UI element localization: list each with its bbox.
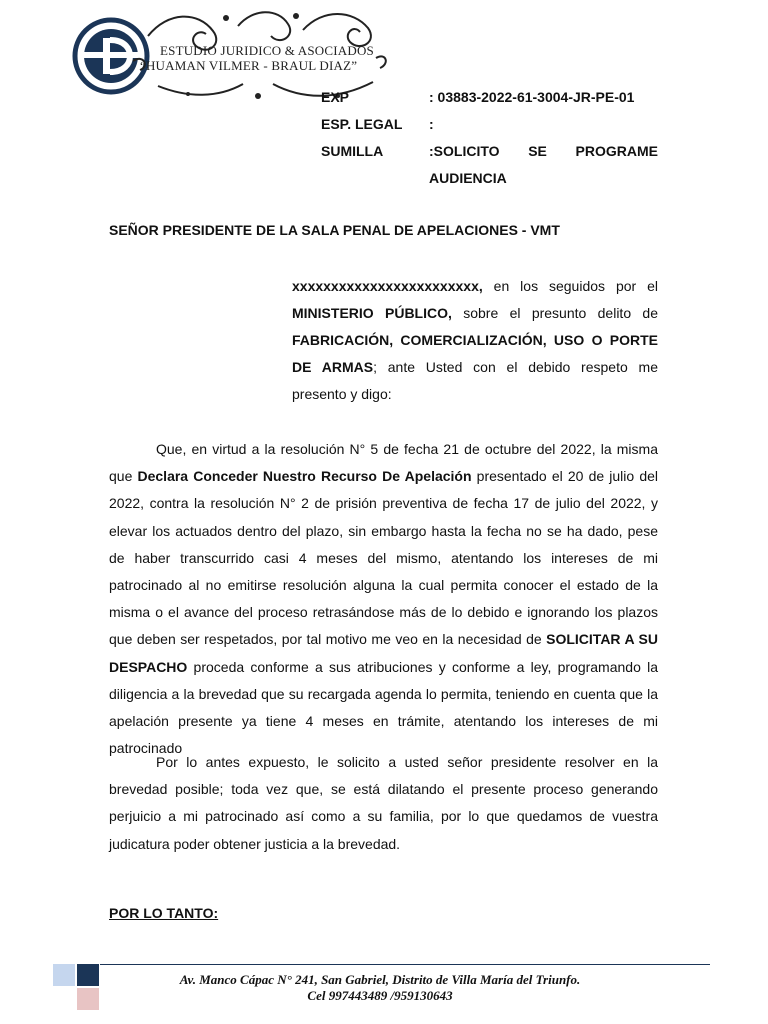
case-legal-row bbox=[321, 113, 658, 140]
exp-value: : 03883-2022-61-3004-JR-PE-01 bbox=[429, 89, 635, 105]
ministerio-publico: MINISTERIO PÚBLICO, bbox=[292, 305, 452, 321]
case-exp-row bbox=[321, 86, 658, 113]
p1-text-c: proceda conforme a sus atribuciones y conforme a ley, programando la diligencia a la brevedad que su recargada agenda lo permita, teniendo en cuenta que la apelación presente ya tiene 4 meses en trámite, atentando los intereses de mi patrocinado bbox=[109, 658, 658, 757]
p1-text-a: Que, en virtud a la resolución N° 5 de fecha 21 de octubre del 2022, la misma que bbox=[109, 441, 658, 485]
footer-divider bbox=[100, 964, 710, 965]
intro-text-1: en los seguidos por el bbox=[482, 278, 658, 294]
offense-name: FABRICACIÓN, COMERCIALIZACIÓN, USO O PORTE DE ARMAS bbox=[292, 332, 658, 375]
body-paragraph-2 bbox=[109, 749, 658, 858]
sumilla-continuation: AUDIENCIA bbox=[429, 170, 507, 186]
footer-square-light-blue bbox=[53, 964, 75, 986]
sumilla-value: :SOLICITO SE PROGRAME bbox=[429, 143, 658, 159]
sumilla-label: SUMILLA bbox=[321, 143, 384, 159]
p1-text-b: presentado el 20 de julio del 2022, contra la resolución N° 2 de prisión preventiva de fecha 17 de julio del 2022, y elevar los actuados dentro del plazo, sin embargo hasta la fecha no se ha dado, pese de haber transcurrido casi 4 meses del mismo, atentando los intereses de mi patrocinado al no emitirse resolución alguna la cual permita conocer el estado de la misma o el avance del proceso retrasándose más de lo debido e ignorando los plazos que deben ser respetados, por tal motivo me veo en la necesidad de bbox=[109, 468, 659, 648]
p2-text: Por lo antes expuesto, le solicito a usted señor presidente resolver en la brevedad posible; toda vez que, se está dilatando el presente proceso generando perjuicio a mi patrocinado así como a su familia, por lo que quedamos de vuestra judicatura poder obtener justicia a la brevedad. bbox=[109, 754, 658, 852]
intro-text-2: sobre el presunto delito de bbox=[451, 305, 659, 321]
closing-heading: POR LO TANTO: bbox=[109, 905, 219, 921]
footer-address: Av. Manco Cápac N° 241, San Gabriel, Distrito de Villa María del Triunfo. bbox=[179, 972, 581, 987]
footer-square-dark-blue bbox=[77, 964, 99, 986]
p1-bold-appeal: Declara Conceder Nuestro Recurso De Apelación bbox=[137, 468, 472, 485]
exp-label: EXP bbox=[321, 89, 350, 105]
footer-square-pink bbox=[77, 988, 99, 1010]
intro-text-3: ; ante Usted con el debido respeto me presento y digo: bbox=[292, 359, 658, 402]
petitioner-name: xxxxxxxxxxxxxxxxxxxxxxxx, bbox=[292, 278, 483, 294]
addressee-heading: SEÑOR PRESIDENTE DE LA SALA PENAL DE APELACIONES - VMT bbox=[109, 222, 560, 238]
legal-value: : bbox=[429, 116, 434, 132]
intro-paragraph bbox=[292, 273, 658, 408]
firm-name: ESTUDIO JURIDICO & ASOCIADOS bbox=[160, 43, 374, 58]
case-sumilla-row bbox=[321, 140, 658, 167]
firm-partners: “HUAMAN VILMER - BRAUL DIAZ” bbox=[140, 58, 358, 73]
case-reference-block bbox=[321, 86, 658, 194]
p1-bold-request: SOLICITAR A SU DESPACHO bbox=[109, 631, 659, 675]
footer-phones: Cel 997443489 /959130643 bbox=[307, 988, 453, 1003]
legal-label: ESP. LEGAL bbox=[321, 116, 403, 132]
body-paragraph-1 bbox=[109, 436, 658, 762]
